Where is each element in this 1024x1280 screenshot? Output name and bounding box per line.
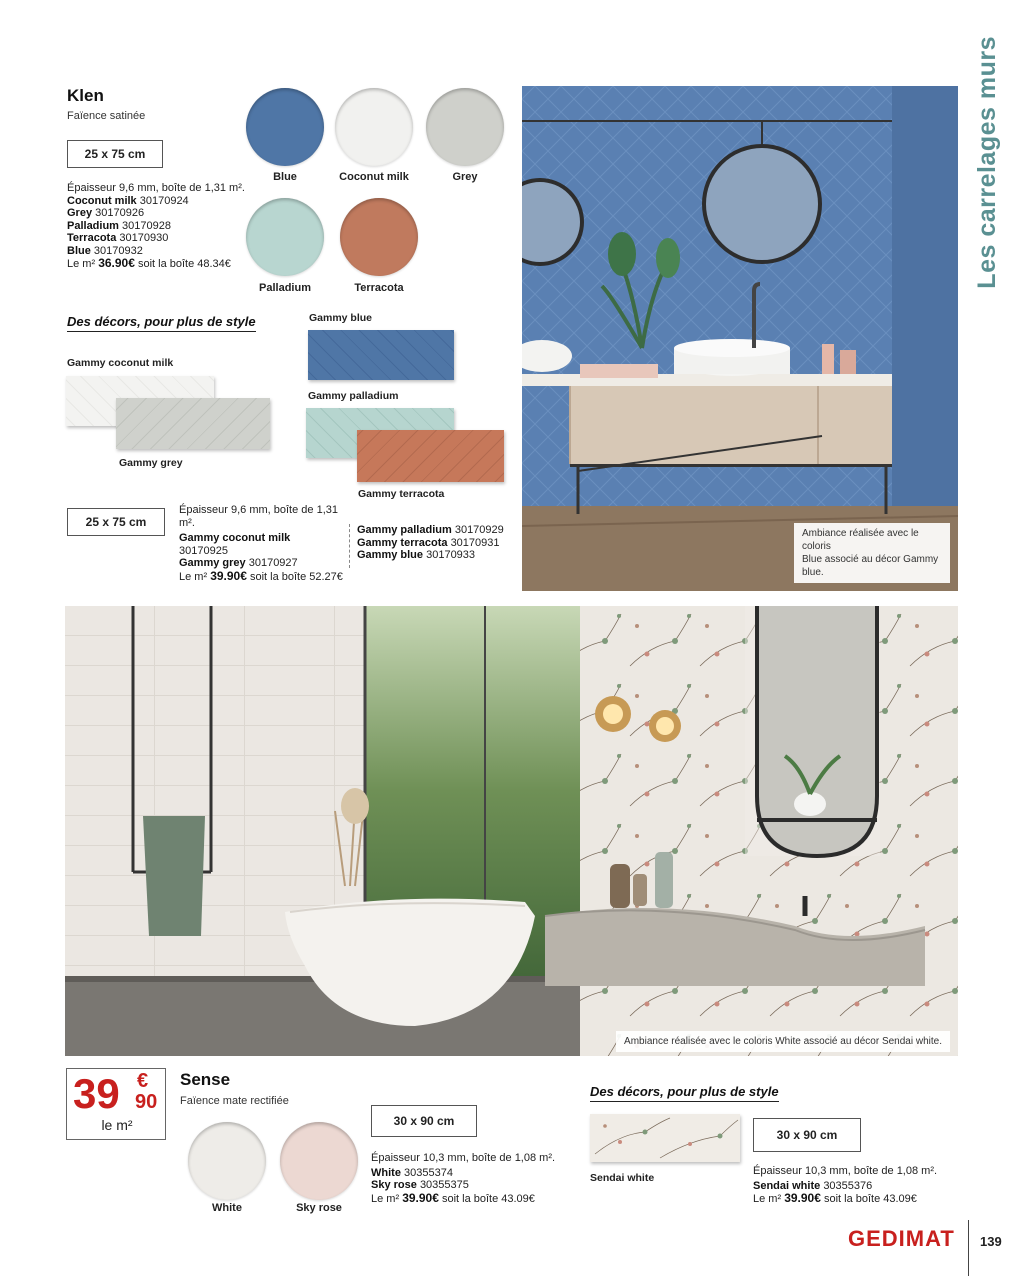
blue-bathroom-illustration (522, 86, 958, 591)
price-badge-unit: le m² (101, 1117, 133, 1133)
tile-label-sendai-white: Sendai white (590, 1172, 655, 1184)
sendai-decors-title: Des décors, pour plus de style (590, 1084, 779, 1102)
swatch-label-blue: Blue (273, 171, 297, 183)
klen-ref-row: Palladium 30170928 (67, 219, 171, 232)
gammy-spec-line: Épaisseur 9,6 mm, boîte de 1,31 m². (179, 504, 338, 529)
swatch-coconut-milk (335, 88, 413, 166)
klen-finish: Faïence satinée (67, 110, 146, 122)
sendai-price-row: Le m² 39.90€ soit la boîte 43.09€ (753, 1191, 917, 1205)
gammy-ref-row: Gammy coconut milk (179, 532, 291, 544)
price-badge-currency: € (137, 1070, 149, 1092)
gammy-divider (349, 524, 350, 568)
tile-label-gammy-terracota: Gammy terracota (358, 488, 445, 500)
sense-specs (371, 1152, 571, 1205)
decors-title: Des décors, pour plus de style (67, 314, 256, 332)
swatch-blue (246, 88, 324, 166)
sendai-pattern (590, 1114, 740, 1162)
white-bathroom-illustration (65, 606, 958, 1056)
sense-finish: Faïence mate rectifiée (180, 1095, 289, 1107)
photo-blue-bathroom (522, 86, 958, 591)
swatch-label-palladium: Palladium (259, 282, 311, 294)
price-badge-cents: 90 (135, 1091, 158, 1113)
photo1-caption-line2: Blue associé au décor Gammy blue. (802, 554, 939, 578)
tile-gammy-grey (116, 398, 270, 449)
photo1-caption (794, 523, 950, 583)
klen-price-row: Le m² 36.90€ soit la boîte 48.34€ (67, 256, 231, 270)
klen-size-box: 25 x 75 cm (67, 140, 163, 168)
side-title: Les carrelages murs (973, 36, 1001, 289)
swatch-label-terracota: Terracota (354, 282, 404, 294)
gammy-ref-row: Gammy terracota 30170931 (357, 536, 500, 549)
swatch-label-coconut-milk: Coconut milk (339, 171, 409, 183)
klen-ref-row: Terracota 30170930 (67, 232, 169, 244)
sendai-specs (753, 1165, 953, 1206)
gammy-ref-row: Gammy blue 30170933 (357, 549, 476, 561)
klen-ref-row: Blue 30170932 (67, 244, 143, 257)
tile-gammy-blue (308, 330, 454, 380)
price-badge-whole: 39 (73, 1070, 120, 1117)
sense-price-row: Le m² 39.90€ soit la boîte 43.09€ (371, 1190, 535, 1205)
gammy-specs-right (357, 524, 522, 562)
price-badge (66, 1068, 166, 1140)
sense-spec-line: Épaisseur 10,3 mm, boîte de 1,08 m². (371, 1152, 556, 1164)
swatch-label-grey: Grey (452, 171, 478, 183)
swatch-label-white: White (212, 1202, 242, 1214)
tile-label-gammy-grey: Gammy grey (119, 457, 183, 469)
klen-specs (67, 182, 267, 271)
swatch-white (188, 1122, 266, 1200)
gammy-specs-left (179, 504, 349, 583)
sendai-ref-row: Sendai white 30355376 (753, 1179, 873, 1192)
sense-ref-row: White 30355374 (371, 1166, 453, 1179)
page-number: 139 (980, 1234, 1002, 1249)
klen-spec-line: Épaisseur 9,6 mm, boîte de 1,31 m². (67, 182, 245, 194)
klen-ref-row: Grey 30170926 (67, 207, 145, 219)
gammy-ref-row: Gammy palladium 30170929 (357, 524, 504, 536)
photo2-caption: Ambiance réalisée avec le coloris White associé au décor Sendai white. (616, 1031, 950, 1052)
gammy-size-box: 25 x 75 cm (67, 508, 165, 536)
sense-size-box: 30 x 90 cm (371, 1105, 477, 1137)
gammy-ref-row: Gammy grey 30170927 (179, 557, 298, 569)
sendai-size-box: 30 x 90 cm (753, 1118, 861, 1152)
sense-ref-row: Sky rose 30355375 (371, 1179, 469, 1191)
gammy-price-row: Le m² 39.90€ soit la boîte 52.27€ (179, 568, 343, 583)
swatch-label-sky-rose: Sky rose (296, 1202, 342, 1214)
tile-label-gammy-blue: Gammy blue (309, 312, 373, 324)
footer-divider (968, 1220, 969, 1276)
swatch-grey (426, 88, 504, 166)
tile-gammy-terracota (357, 430, 504, 482)
swatch-palladium (246, 198, 324, 276)
gammy-ref-code: 30170925 (179, 544, 228, 557)
swatch-terracota (340, 198, 418, 276)
brand-logo: GEDIMAT (848, 1226, 955, 1251)
klen-ref-row: Coconut milk 30170924 (67, 194, 189, 207)
tile-sendai-white (590, 1114, 740, 1162)
sense-title: Sense (180, 1070, 231, 1089)
photo-white-bathroom (65, 606, 958, 1056)
photo1-caption-line1: Ambiance réalisée avec le coloris (802, 528, 919, 552)
tile-label-gammy-palladium: Gammy palladium (308, 390, 399, 402)
tile-label-gammy-coconut: Gammy coconut milk (67, 357, 174, 369)
klen-title: Klen (67, 86, 104, 105)
swatch-sky-rose (280, 1122, 358, 1200)
sendai-spec-line: Épaisseur 10,3 mm, boîte de 1,08 m². (753, 1165, 938, 1177)
